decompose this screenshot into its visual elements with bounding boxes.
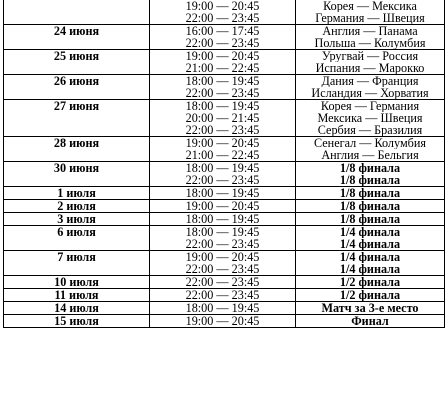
match-time: 22:00 — 23:45 <box>185 263 260 275</box>
date-cell <box>4 213 150 226</box>
date-cell <box>4 50 150 75</box>
time-cell <box>150 315 296 328</box>
schedule-row <box>4 187 445 200</box>
schedule-row <box>4 276 445 289</box>
match-time: 19:00 — 20:45 <box>185 0 260 12</box>
match-teams: 1/2 финала <box>339 289 401 301</box>
schedule-row <box>4 200 445 213</box>
match-time: 22:00 — 23:45 <box>185 87 260 99</box>
match-cell <box>296 213 445 226</box>
match-teams: Англия — Панама <box>322 25 418 37</box>
match-time: 18:00 — 19:45 <box>185 100 260 112</box>
match-teams: Германия — Швеция <box>315 12 425 24</box>
match-time: 19:00 — 20:45 <box>185 50 260 62</box>
match-teams: Корея — Мексика <box>323 0 417 12</box>
match-teams: Мексика — Швеция <box>317 112 423 124</box>
schedule-row <box>4 0 445 25</box>
match-date: 7 июля <box>57 251 96 263</box>
schedule-row <box>4 226 445 251</box>
time-cell <box>150 75 296 100</box>
match-time: 19:00 — 20:45 <box>185 200 260 212</box>
match-cell <box>296 315 445 328</box>
match-cell <box>296 200 445 213</box>
schedule-row <box>4 302 445 315</box>
match-time: 18:00 — 19:45 <box>185 302 260 314</box>
match-time: 20:00 — 21:45 <box>185 112 260 124</box>
schedule-row <box>4 289 445 302</box>
match-time: 22:00 — 23:45 <box>185 12 260 24</box>
match-teams: 1/8 финала <box>339 200 401 212</box>
match-teams: Испания — Марокко <box>315 62 425 74</box>
date-cell <box>4 162 150 187</box>
match-time: 19:00 — 20:45 <box>185 251 260 263</box>
match-teams: 1/4 финала <box>339 251 401 263</box>
match-date: 1 июля <box>57 187 96 199</box>
match-teams: 1/4 финала <box>339 226 401 238</box>
time-cell <box>150 0 296 25</box>
match-date: 30 июня <box>53 162 100 174</box>
schedule-row <box>4 213 445 226</box>
match-teams: 1/8 финала <box>339 174 401 186</box>
schedule-row <box>4 251 445 276</box>
time-cell <box>150 213 296 226</box>
match-date: 11 июля <box>54 289 99 301</box>
match-time: 21:00 — 22:45 <box>185 62 260 74</box>
match-cell <box>296 289 445 302</box>
time-cell <box>150 100 296 137</box>
match-cell <box>296 25 445 50</box>
date-cell <box>4 276 150 289</box>
match-time: 18:00 — 19:45 <box>185 213 260 225</box>
match-cell <box>296 75 445 100</box>
schedule-row <box>4 315 445 328</box>
time-cell <box>150 137 296 162</box>
match-date: 2 июля <box>57 200 96 212</box>
match-teams: 1/2 финала <box>339 276 401 288</box>
match-cell <box>296 50 445 75</box>
match-cell <box>296 302 445 315</box>
date-cell <box>4 137 150 162</box>
time-cell <box>150 187 296 200</box>
schedule-row <box>4 75 445 100</box>
match-time: 18:00 — 19:45 <box>185 187 260 199</box>
match-date: 15 июля <box>54 315 99 327</box>
time-cell <box>150 200 296 213</box>
match-time: 18:00 — 19:45 <box>185 226 260 238</box>
match-date: 6 июля <box>57 226 96 238</box>
match-cell <box>296 137 445 162</box>
time-cell <box>150 289 296 302</box>
schedule-row <box>4 50 445 75</box>
schedule-row <box>4 25 445 50</box>
match-date <box>4 0 149 12</box>
date-cell <box>4 251 150 276</box>
match-time: 22:00 — 23:45 <box>185 124 260 136</box>
match-time: 22:00 — 23:45 <box>185 276 260 288</box>
match-teams: Сенегал — Колумбия <box>313 137 426 149</box>
match-time: 16:00 — 17:45 <box>185 25 260 37</box>
match-cell <box>296 100 445 137</box>
match-time: 19:00 — 20:45 <box>185 315 260 327</box>
match-teams: Исландия — Хорватия <box>311 87 429 99</box>
match-date: 14 июля <box>54 302 99 314</box>
match-date: 28 июня <box>53 137 100 149</box>
date-cell <box>4 315 150 328</box>
match-teams: 1/8 финала <box>339 187 401 199</box>
match-teams: 1/8 финала <box>339 213 401 225</box>
match-date: 27 июня <box>53 100 100 112</box>
schedule-body <box>4 0 445 328</box>
match-teams: Корея — Германия <box>320 100 420 112</box>
match-time: 22:00 — 23:45 <box>185 238 260 250</box>
date-cell <box>4 100 150 137</box>
match-time: 22:00 — 23:45 <box>185 37 260 49</box>
time-cell <box>150 25 296 50</box>
match-teams: Матч за 3-е место <box>321 302 419 314</box>
match-time: 22:00 — 23:45 <box>185 174 260 186</box>
match-date: 10 июля <box>54 276 99 288</box>
time-cell <box>150 226 296 251</box>
match-teams: Сербия — Бразилия <box>317 124 423 136</box>
match-date: 25 июня <box>53 50 100 62</box>
match-cell <box>296 226 445 251</box>
match-teams: Дания — Франция <box>321 75 419 87</box>
match-teams: Англия — Бельгия <box>321 149 419 161</box>
match-teams: Польша — Колумбия <box>314 37 426 49</box>
match-teams: 1/8 финала <box>339 162 401 174</box>
date-cell <box>4 25 150 50</box>
match-time: 18:00 — 19:45 <box>185 75 260 87</box>
match-date: 3 июля <box>57 213 96 225</box>
match-time: 18:00 — 19:45 <box>185 162 260 174</box>
match-time: 19:00 — 20:45 <box>185 137 260 149</box>
schedule-row <box>4 137 445 162</box>
date-cell <box>4 226 150 251</box>
time-cell <box>150 302 296 315</box>
match-teams: 1/4 финала <box>339 238 401 250</box>
date-cell <box>4 187 150 200</box>
time-cell <box>150 276 296 289</box>
match-date: 24 июня <box>53 25 100 37</box>
match-teams: Финал <box>351 315 389 327</box>
match-date: 26 июня <box>53 75 100 87</box>
date-cell <box>4 0 150 25</box>
match-time: 22:00 — 23:45 <box>185 289 260 301</box>
date-cell <box>4 200 150 213</box>
match-cell <box>296 251 445 276</box>
schedule-table <box>3 0 445 328</box>
match-cell <box>296 276 445 289</box>
date-cell <box>4 302 150 315</box>
match-time: 21:00 — 22:45 <box>185 149 260 161</box>
schedule-row <box>4 162 445 187</box>
match-teams: Уругвай — Россия <box>321 50 419 62</box>
time-cell <box>150 251 296 276</box>
time-cell <box>150 50 296 75</box>
time-cell <box>150 162 296 187</box>
match-cell <box>296 162 445 187</box>
schedule-row <box>4 100 445 137</box>
date-cell <box>4 75 150 100</box>
match-cell <box>296 187 445 200</box>
match-teams: 1/4 финала <box>339 263 401 275</box>
match-cell <box>296 0 445 25</box>
date-cell <box>4 289 150 302</box>
